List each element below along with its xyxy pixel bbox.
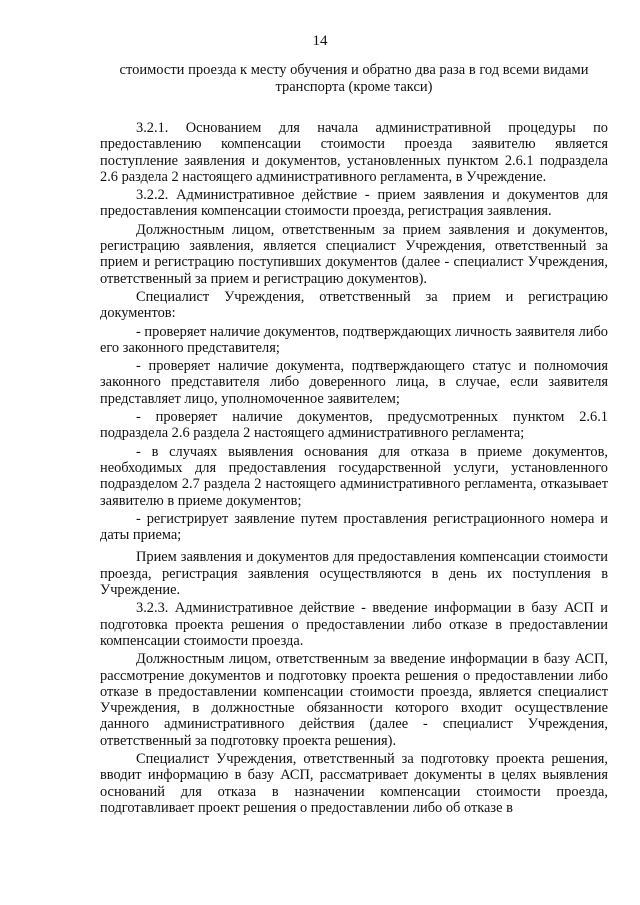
intro-text: стоимости проезда к месту обучения и обратно два раза в год всеми видами транспорта (кроме такси): [119, 62, 589, 95]
paragraph-specialist-preparation: Специалист Учреждения, ответственный за подготовку проекта решения, вводит информацию в базу АСП, рассматривает документы в целях выявления оснований для отказа в назначении компенсации стоимости проезда, подготавливает проект решения о предоставлении либо об отказе в: [100, 750, 608, 816]
paragraph-reception-timing: Прием заявления и документов для предоставления компенсации стоимости проезда, регистрация заявления осуществляются в день их поступления в Учреждение.: [100, 549, 608, 599]
paragraph-3-2-2: 3.2.2. Административное действие - прием заявления и документов для предоставления компенсации стоимости проезда, регистрация заявления.: [100, 187, 608, 220]
paragraph-3-2-1: 3.2.1. Основанием для начала административной процедуры по предоставлению компенсации стоимости проезда заявителю является поступление заявления и документов, установленных пунктом 2.6.1 подраздела 2.6 раздела 2 настоящего административного регламента, в Учреждение.: [100, 120, 608, 185]
list-item-refusal: - в случаях выявления основания для отказа в приеме документов, необходимых для предоставления государственной услуги, установленного подразделом 2.7 раздела 2 настоящего административного регламента, отказывает заявителю в приеме документов;: [100, 443, 608, 509]
list-item-identity-check: - проверяет наличие документов, подтверждающих личность заявителя либо его законного представителя;: [100, 323, 608, 356]
paragraph-specialist-duties: Специалист Учреждения, ответственный за прием и регистрацию документов:: [100, 288, 608, 322]
paragraph-3-2-3: 3.2.3. Административное действие - введение информации в базу АСП и подготовка проекта решения о предоставлении либо отказе в предоставлении компенсации стоимости проезда.: [100, 600, 608, 649]
list-item-documents-check: - проверяет наличие документов, предусмотренных пунктом 2.6.1 подраздела 2.6 раздела 2 настоящего административного регламента;: [100, 409, 608, 442]
list-item-authority-check: - проверяет наличие документа, подтверждающего статус и полномочия законного представителя либо доверенного лица, в случае, если заявителя представляет лицо, уполномоченное заявителем;: [100, 358, 608, 407]
paragraph-responsible-reception: Должностным лицом, ответственным за прием заявления и документов, регистрацию заявления, является специалист Учреждения, ответственный за прием и регистрацию поступивших документов (далее - специалист Учреждения, ответственный за прием и регистрацию документов).: [100, 221, 608, 287]
document-body: [100, 114, 608, 818]
page-number: 14: [312, 33, 328, 49]
paragraph-responsible-preparation: Должностным лицом, ответственным за введение информации в базу АСП, рассмотрение документов и подготовку проекта решения о предоставлении либо отказе в предоставлении компенсации стоимости проезда, является специалист Учреждения, в должностные обязанности которого входит осуществление данного административного действия (далее - специалист Учреждения, ответственный за подготовку проекта решения).: [100, 651, 608, 749]
list-item-registration: - регистрирует заявление путем проставления регистрационного номера и даты приема;: [100, 510, 608, 544]
